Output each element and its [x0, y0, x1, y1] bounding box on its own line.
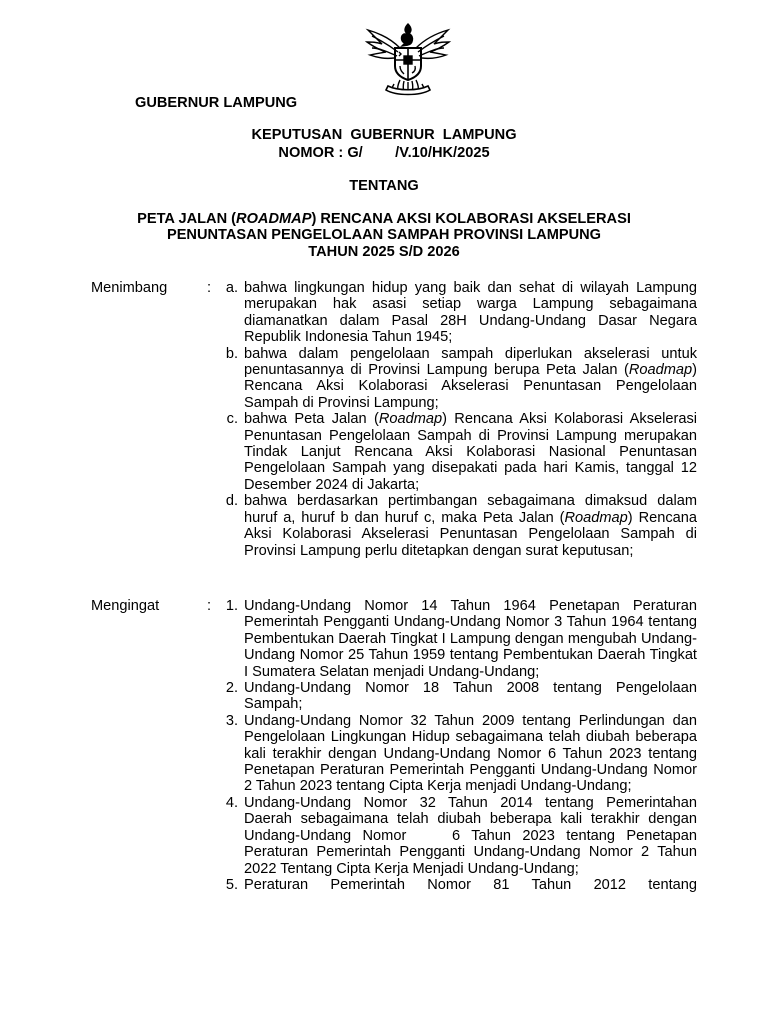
menimbang-colon: : — [207, 280, 212, 296]
item-marker: d. — [225, 493, 238, 510]
list-item: c. bahwa Peta Jalan (Roadmap) Rencana Aksi Kolaborasi Akselerasi Penuntasan Pengelolaan Sampah di Provinsi Lampung merupakan Tindak Lanjut Rencana Aksi Kolaborasi Nasional Penuntasan Pengelolaan Sampah yang disepakati pada hari Kamis, tanggal 12 Desember 2024 di Jakarta; — [226, 411, 697, 493]
decision-number: NOMOR : G/ /V.10/HK/2025 — [278, 145, 490, 161]
menimbang-section — [0, 280, 768, 559]
item-marker: 2. — [225, 680, 238, 697]
item-marker: 4. — [225, 794, 238, 811]
item-marker: a. — [225, 280, 238, 296]
decision-subject — [0, 211, 768, 260]
list-item: 5. Peraturan Pemerintah Nomor 81 Tahun 2012 tentang — [225, 876, 697, 893]
governor-heading: GUBERNUR LAMPUNG — [135, 95, 298, 111]
subject-line-3: TAHUN 2025 S/D 2026 — [308, 243, 460, 260]
list-item: 4. Undang-Undang Nomor 32 Tahun 2014 tentang Pemerintahan Daerah sebagaimana telah diubah beberapa kali terakhir dengan Undang-Undang Nomor 6 Tahun 2023 tentang Penetapan Peraturan Pemerintah Pengganti Undang-Undang Nomor 2 Tahun 2022 Tentang Cipta Kerja Menjadi Undang-Undang; — [225, 794, 702, 877]
list-item: 1. Undang-Undang Nomor 14 Tahun 1964 Penetapan Peraturan Pemerintah Pengganti Undang-Undang Nomor 3 Tahun 1964 tentang Pembentukan Daerah Tingkat I Lampung dengan mengubah Undang-Undang Nomor 25 Tahun 1959 tentang Pembentukan Daerah Tingkat I Sumatera Selatan menjadi Undang-Undang; — [225, 598, 697, 680]
mengingat-label: Mengingat — [91, 598, 160, 614]
item-marker: 3. — [225, 712, 238, 729]
subject-line-1: PETA JALAN (ROADMAP) RENCANA AKSI KOLABORASI AKSELERASI — [137, 211, 631, 227]
decision-title: KEPUTUSAN GUBERNUR LAMPUNG — [251, 127, 517, 143]
list-item: 3. Undang-Undang Nomor 32 Tahun 2009 tentang Perlindungan dan Pengelolaan Lingkungan Hidup sebagaimana telah diubah beberapa kali terakhir dengan Undang-Undang Nomor 6 Tahun 2023 tentang Penetapan Peraturan Pemerintah Pengganti Undang-Undang Nomor 2 Tahun 2023 tentang Cipta Kerja menjadi Undang-Undang; — [225, 712, 697, 795]
item-marker: b. — [225, 345, 238, 362]
mengingat-colon: : — [207, 598, 212, 614]
mengingat-section — [0, 598, 768, 893]
menimbang-label: Menimbang — [91, 280, 168, 296]
subject-line-2: PENUNTASAN PENGELOLAAN SAMPAH PROVINSI LAMPUNG — [166, 227, 602, 244]
item-marker: c. — [226, 411, 238, 428]
item-marker: 5. — [225, 876, 238, 893]
tentang-heading: TENTANG — [349, 178, 419, 194]
list-item: 2. Undang-Undang Nomor 18 Tahun 2008 tentang Pengelolaan Sampah; — [225, 680, 697, 713]
list-item: d. bahwa berdasarkan pertimbangan sebagaimana dimaksud dalam huruf a, huruf b dan huruf c, maka Peta Jalan (Roadmap) Rencana Aksi Kolaborasi Akselerasi Penuntasan Pengelolaan Sampah di Provinsi Lampung perlu ditetapkan dengan surat keputusan; — [225, 493, 698, 559]
list-item: b. bahwa dalam pengelolaan sampah diperlukan akselerasi untuk penuntasannya di Provinsi Lampung berupa Peta Jalan (Roadmap) Rencana Aksi Kolaborasi Akselerasi Penuntasan Pengelolaan Sampah di Provinsi Lampung; — [225, 345, 697, 411]
garuda-emblem-icon — [364, 22, 452, 98]
item-marker: 1. — [225, 598, 238, 614]
list-item: a. bahwa lingkungan hidup yang baik dan sehat di wilayah Lampung merupakan hak asasi setiap warga Lampung sebagaimana diamanatkan dalam Pasal 28H Undang-Undang Dasar Negara Republik Indonesia Tahun 1945; — [225, 280, 697, 346]
